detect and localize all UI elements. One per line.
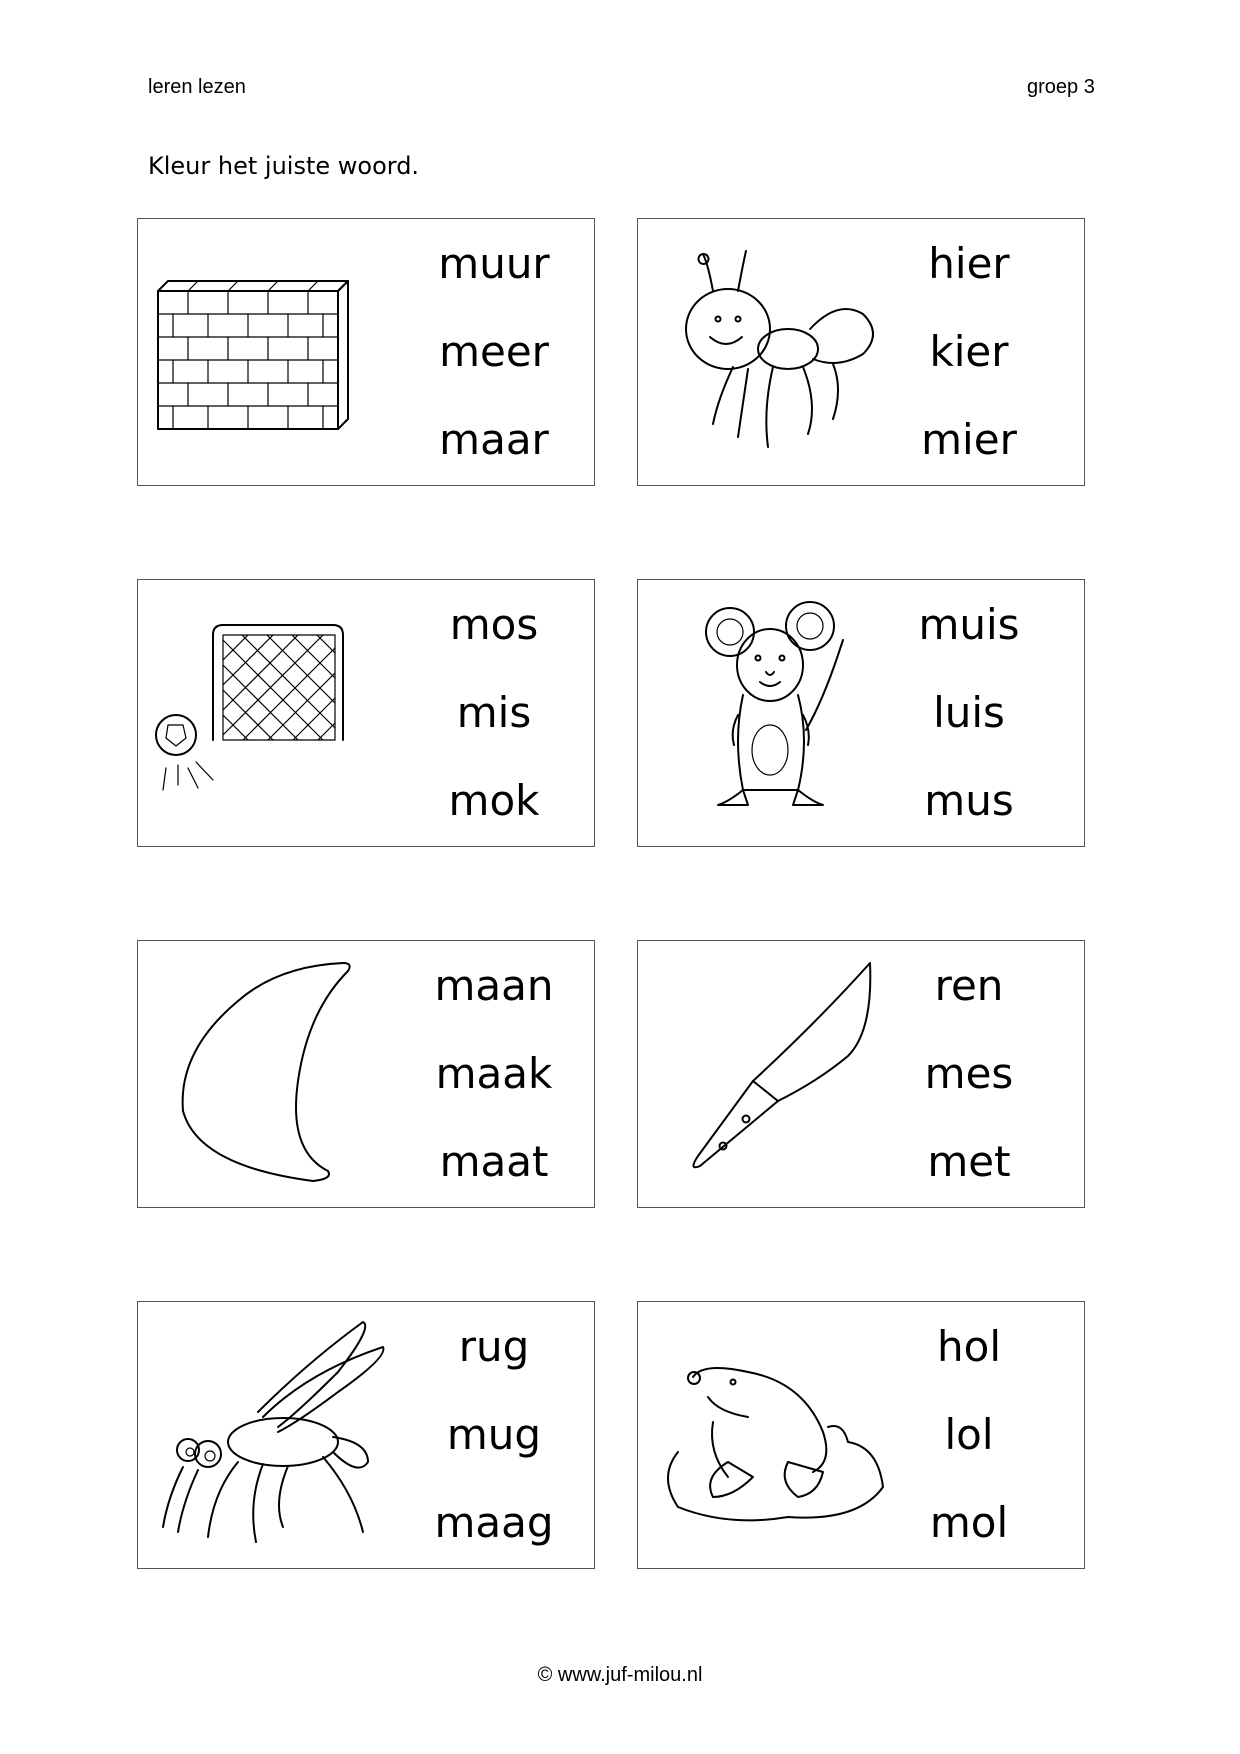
mouse-picture: [638, 580, 898, 848]
word-option[interactable]: mug: [446, 1410, 542, 1459]
word-option[interactable]: mis: [456, 688, 532, 737]
word-option[interactable]: maar: [439, 415, 549, 464]
card-soccer-goal: [137, 579, 595, 847]
card-moon: [137, 940, 595, 1208]
card-mouse: [637, 579, 1085, 847]
word-option[interactable]: hol: [937, 1322, 1001, 1371]
mosquito-picture: [138, 1302, 398, 1570]
word-option[interactable]: maat: [439, 1137, 549, 1186]
brick-wall-picture: [138, 219, 398, 487]
word-option[interactable]: kier: [929, 327, 1009, 376]
word-option[interactable]: mus: [924, 776, 1014, 825]
moon-picture: [138, 941, 398, 1209]
header-left: leren lezen: [148, 76, 246, 98]
word-option[interactable]: lol: [944, 1410, 994, 1459]
footer-copyright: © www.juf-milou.nl: [537, 1664, 703, 1686]
word-option[interactable]: muur: [438, 239, 550, 288]
knife-picture: [638, 941, 898, 1209]
word-option[interactable]: luis: [933, 688, 1005, 737]
word-option[interactable]: maak: [435, 1049, 553, 1098]
instruction: Kleur het juiste woord.: [148, 152, 420, 180]
word-option[interactable]: ren: [934, 961, 1004, 1010]
word-option[interactable]: meer: [439, 327, 549, 376]
card-mole: [637, 1301, 1085, 1569]
word-option[interactable]: met: [927, 1137, 1011, 1186]
mole-picture: [638, 1302, 898, 1570]
ant-picture: [638, 219, 898, 487]
card-brick-wall: [137, 218, 595, 486]
word-option[interactable]: hier: [928, 239, 1010, 288]
word-option[interactable]: muis: [918, 600, 1020, 649]
card-ant: [637, 218, 1085, 486]
word-option[interactable]: mier: [921, 415, 1017, 464]
word-option[interactable]: mol: [929, 1498, 1009, 1547]
soccer-goal-picture: [138, 580, 398, 848]
word-option[interactable]: rug: [458, 1322, 530, 1371]
word-option[interactable]: mes: [924, 1049, 1014, 1098]
word-option[interactable]: maag: [434, 1498, 554, 1547]
word-option[interactable]: maan: [434, 961, 554, 1010]
header-right: groep 3: [1027, 76, 1095, 98]
card-knife: [637, 940, 1085, 1208]
card-mosquito: [137, 1301, 595, 1569]
word-option[interactable]: mos: [449, 600, 539, 649]
word-option[interactable]: mok: [448, 776, 540, 825]
